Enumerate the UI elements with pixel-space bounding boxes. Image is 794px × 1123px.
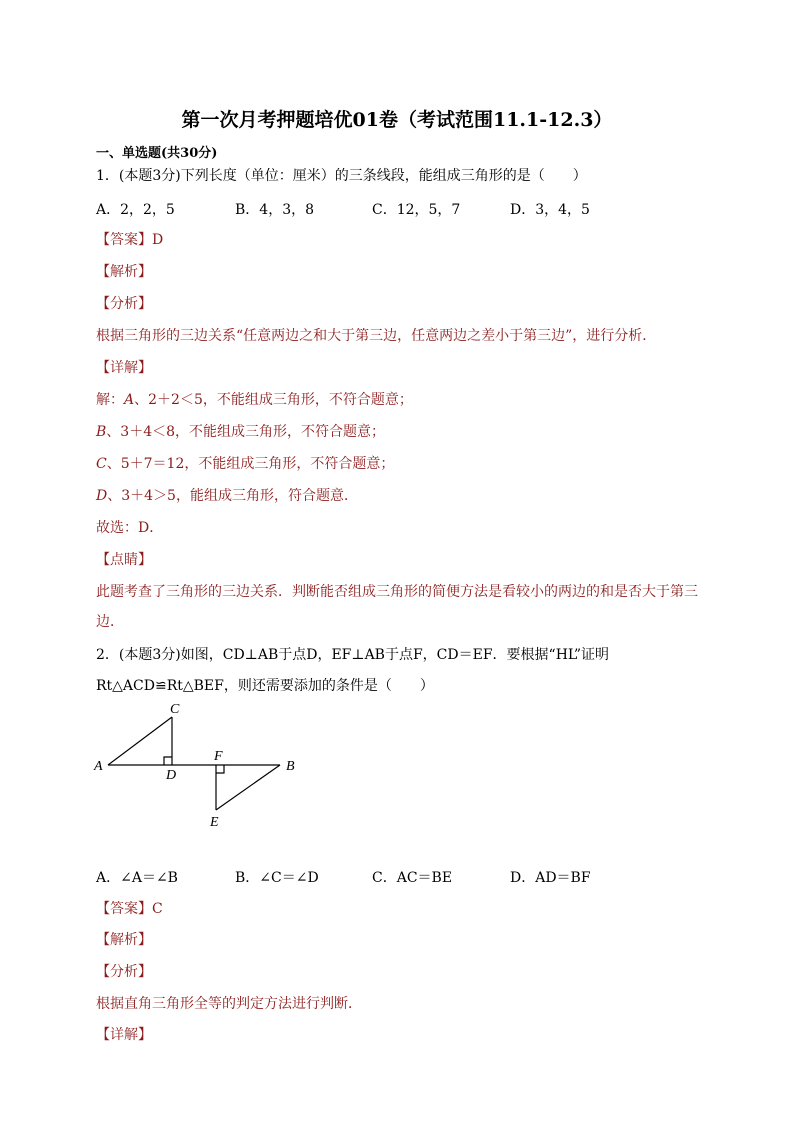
q1-xiangjie-label: 【详解】 xyxy=(96,360,152,376)
q1-jiexi-label: 【解析】 xyxy=(96,264,152,280)
q1-dianjing-text-2: 边． xyxy=(96,614,124,630)
q2-geometry-figure xyxy=(90,695,310,835)
label-f: F xyxy=(214,749,223,764)
q1-fenxi-label: 【分析】 xyxy=(96,296,152,312)
q2-answer-value: C xyxy=(152,901,163,917)
right-angle-mark-f xyxy=(216,765,224,773)
q2-stem-line-1: 2．(本题3分)如图，CD⊥AB于点D，EF⊥AB于点F，CD＝EF．要根据“HL”证明 xyxy=(96,647,610,663)
q2-option-b: B．∠C＝∠D xyxy=(235,870,319,886)
q1-dianjing-text-1: 此题考查了三角形的三边关系．判断能否组成三角形的简便方法是看较小的两边的和是否大于第三 xyxy=(96,584,698,600)
q2-answer xyxy=(96,899,163,919)
q1-answer-label: 【答案】 xyxy=(96,232,152,248)
q1-option-b: B．4，3，8 xyxy=(235,202,315,218)
page-title: 第一次月考押题培优01卷（考试范围11.1-12.3） xyxy=(181,109,613,131)
q2-answer-label: 【答案】 xyxy=(96,901,152,917)
q2-xiangjie-label: 【详解】 xyxy=(96,1027,152,1043)
q2-fenxi-label: 【分析】 xyxy=(96,964,152,980)
label-c: C xyxy=(170,702,180,717)
q1-answer-value: D xyxy=(152,232,164,248)
q1-fenxi-text: 根据三角形的三边关系“任意两边之和大于第三边，任意两边之差小于第三边”，进行分析． xyxy=(96,328,657,344)
q1-option-a: A．2，2，5 xyxy=(96,202,175,218)
segment-ac xyxy=(108,717,172,765)
right-angle-mark-d xyxy=(164,757,172,765)
q1-step-c: C、5＋7＝12，不能组成三角形，不符合题意； xyxy=(96,456,395,472)
label-b: B xyxy=(286,759,295,774)
section-heading: 一、单选题(共30分) xyxy=(96,146,218,161)
q1-dianjing-label: 【点睛】 xyxy=(96,552,152,568)
q2-option-a: A．∠A＝∠B xyxy=(96,870,178,886)
q1-step-a: 解：A、2＋2＜5，不能组成三角形，不符合题意； xyxy=(96,392,413,408)
q1-answer xyxy=(96,230,163,250)
q2-stem-line-2: Rt△ACD≌Rt△BEF，则还需要添加的条件是（ ） xyxy=(96,678,434,694)
q2-jiexi-label: 【解析】 xyxy=(96,932,152,948)
q2-option-c: C．AC＝BE xyxy=(372,870,453,886)
q2-option-d: D．AD＝BF xyxy=(510,870,591,886)
q1-step-b: B、3＋4＜8，不能组成三角形，不符合题意； xyxy=(96,424,386,440)
label-a: A xyxy=(94,759,103,774)
q1-stem: 1．(本题3分)下列长度（单位：厘米）的三条线段，能组成三角形的是（ ） xyxy=(96,168,587,184)
label-e: E xyxy=(210,815,219,830)
label-d: D xyxy=(166,768,177,783)
q2-fenxi-text: 根据直角三角形全等的判定方法进行判断． xyxy=(96,996,362,1012)
q1-step-d: D、3＋4＞5，能组成三角形，符合题意． xyxy=(96,488,358,504)
q1-option-d: D．3，4，5 xyxy=(510,202,590,218)
q1-conclusion: 故选：D． xyxy=(96,520,164,536)
q1-option-c: C．12，5，7 xyxy=(372,202,461,218)
segment-eb xyxy=(216,765,280,810)
